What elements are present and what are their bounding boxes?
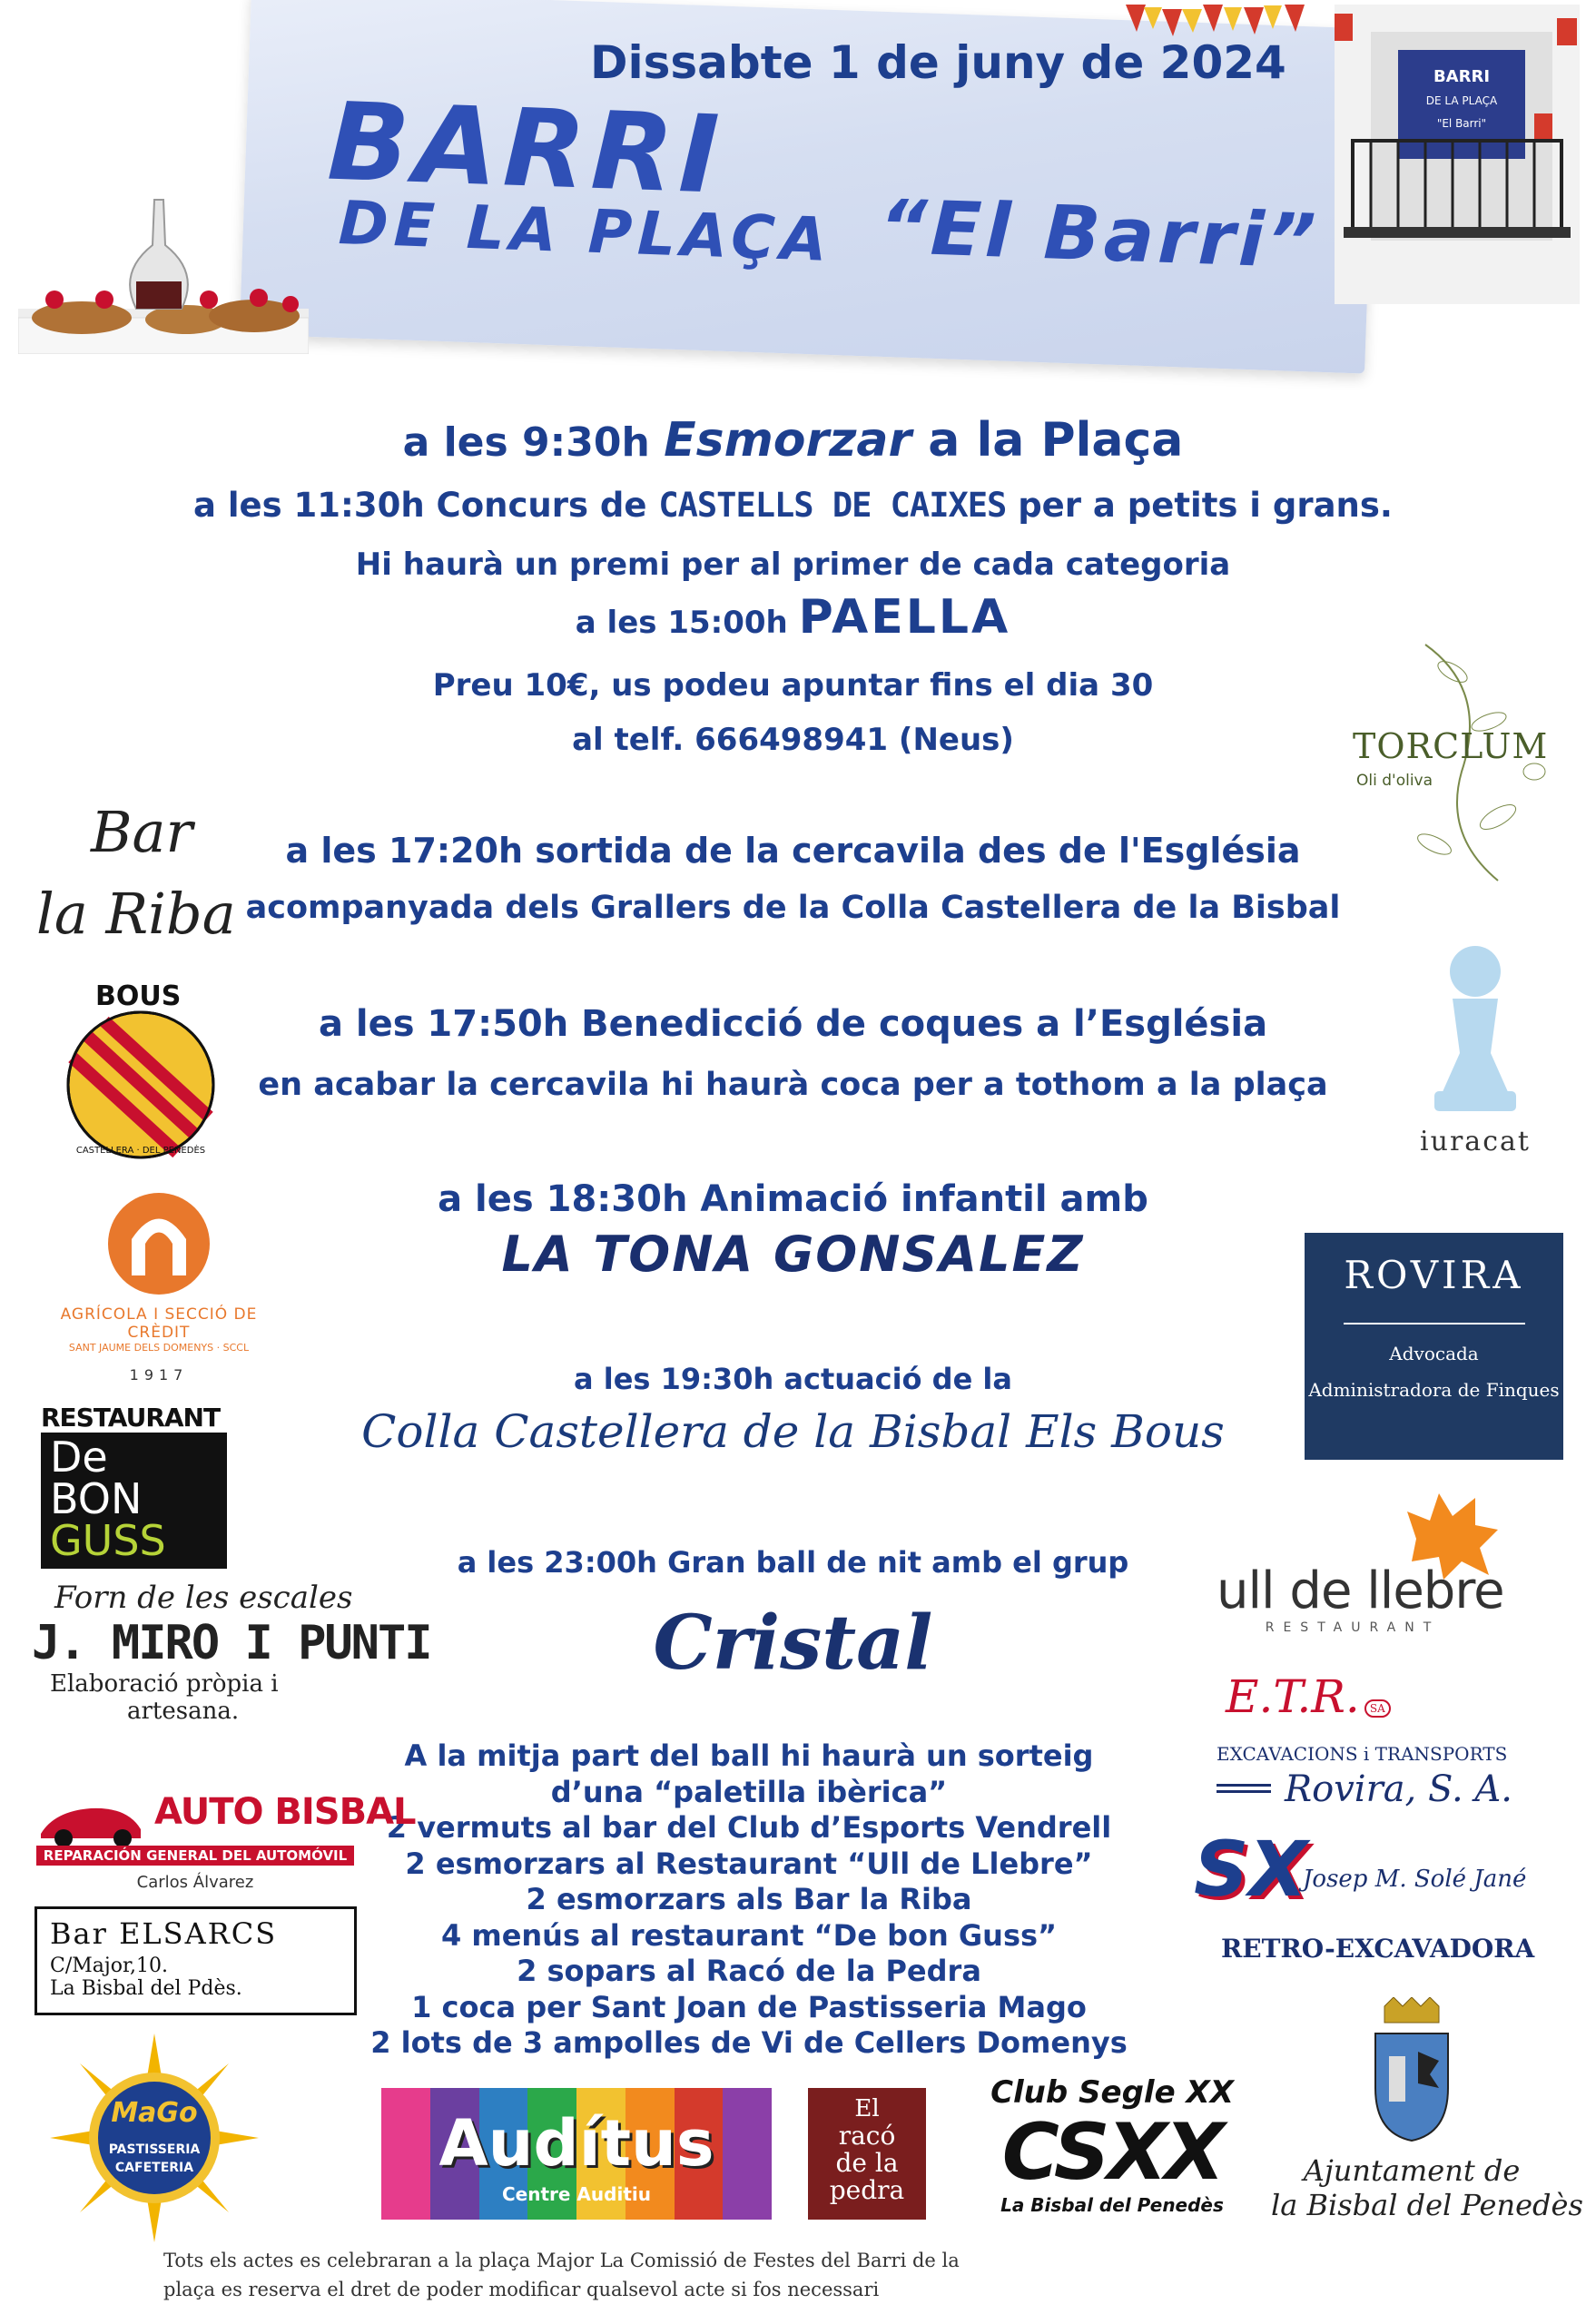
castellers-time-line: a les 19:30h actuació de la	[574, 1362, 1012, 1396]
contest-suffix: per a petits i grans.	[1006, 486, 1393, 525]
breakfast-title: Esmorzar	[664, 413, 912, 468]
iuracat-title: iuracat	[1420, 1126, 1531, 1157]
breakfast-table-photo	[18, 172, 309, 354]
rovira-title: ROVIRA	[1344, 1253, 1524, 1297]
paella-title: PAELLA	[798, 590, 1011, 645]
retro-label: RETRO-EXCAVADORA	[1221, 1934, 1535, 1964]
ball-time-line: a les 23:00h Gran ball de nit amb el grup	[457, 1545, 1129, 1580]
paella-prefix: a les 15:00h	[575, 605, 799, 641]
breakfast-suffix: a la Plaça	[911, 413, 1184, 468]
banner-line-3: “El Barri”	[877, 183, 1321, 286]
footer-note-1: Tots els actes es celebraran a la plaça Major La Comissió de Festes del Barri de la	[163, 2250, 960, 2271]
sole-name: Josep M. Solé Jané	[1303, 1866, 1527, 1893]
excavacions-title: EXCAVACIONS i TRANSPORTS	[1217, 1743, 1508, 1765]
rovira-sub-1: Advocada	[1389, 1343, 1479, 1364]
bar-elsarcs-logo	[34, 1906, 357, 2015]
castellers-name-line: Colla Castellera de la Bisbal Els Bous	[361, 1405, 1225, 1458]
mago-title: MaGo	[111, 2097, 198, 2129]
phone-line: al telf. 666498941 (Neus)	[572, 722, 1014, 758]
de-bon-guss-guss: GUSS	[50, 1516, 166, 1565]
etr-title: E.T.R.	[1226, 1670, 1360, 1723]
forn-title: Forn de les escales	[54, 1580, 353, 1616]
cercavila-line-2: acompanyada dels Grallers de la Colla Castellera de la Bisbal	[245, 890, 1341, 926]
raffle-item: 2 vermuts al bar del Club d’Esports Vendrell	[386, 1810, 1112, 1845]
contest-line	[0, 486, 1586, 525]
mago-logo	[50, 2034, 259, 2242]
balcony-photo	[1335, 5, 1580, 304]
restaurant-label: RESTAURANT	[41, 1403, 221, 1433]
auditus-subtitle: Centre Auditiu	[502, 2183, 651, 2205]
elsarcs-title: Bar ELSARCS	[50, 1916, 278, 1951]
elsarcs-address: C/Major,10.	[50, 1955, 169, 1977]
event-date: Dissabte 1 de juny de 2024	[590, 36, 1286, 89]
agricola-title: AGRÍCOLA I SECCIÓ DE CRÈDIT	[60, 1305, 258, 1342]
auto-bisbal-owner: Carlos Álvarez	[136, 1873, 254, 1892]
auditus-title: Audítus	[438, 2106, 714, 2181]
agricola-year: 1917	[129, 1366, 189, 1384]
de-bon-guss-logo	[41, 1403, 227, 1571]
breakfast-prefix: a les 9:30h	[402, 419, 665, 466]
forn-name: J. MIRO I PUNTI	[32, 1616, 431, 1670]
auto-bisbal-subtitle: REPARACIÓN GENERAL DEL AUTOMÓVIL	[36, 1846, 354, 1866]
forn-desc-2: artesana.	[127, 1698, 240, 1725]
csxx-logo	[976, 2074, 1248, 2238]
ajuntament-line-1: Ajuntament de	[1303, 2153, 1521, 2188]
svg-text:"El Barri": "El Barri"	[1436, 117, 1487, 130]
raco-line-3: de la	[835, 2148, 899, 2178]
torclum-title: TORCLUM	[1353, 726, 1549, 766]
bous-logo	[50, 980, 231, 1162]
contest-prefix: a les 11:30h Concurs de	[193, 486, 659, 525]
raffle-item: d’una “paletilla ibèrica”	[550, 1774, 948, 1809]
footer-note-2: plaça es reserva el dret de poder modificar qualsevol acte si fos necessari	[163, 2279, 880, 2300]
cercavila-line-1: a les 17:20h sortida de la cercavila des de l'Església	[285, 831, 1301, 871]
auto-bisbal-title: AUTO BISBAL	[154, 1791, 416, 1833]
svg-text:DE LA PLAÇA: DE LA PLAÇA	[1425, 94, 1498, 107]
ajuntament-logo	[1271, 1997, 1583, 2251]
etr-sa: SA	[1364, 1699, 1391, 1718]
contest-title: CASTELLS DE CAIXES	[658, 486, 1007, 525]
raco-pedra-logo	[808, 2088, 926, 2220]
raco-line-2: racó	[838, 2121, 896, 2151]
excavacions-rovira-logo	[1217, 1743, 1561, 1816]
de-bon-guss-de: De	[50, 1433, 108, 1482]
de-bon-guss-bon: BON	[50, 1474, 143, 1523]
raffle-item: 2 esmorzars al Restaurant “Ull de Llebre”	[405, 1846, 1093, 1881]
banner-line-2: DE LA PLAÇA	[337, 188, 834, 275]
raffle-list	[363, 1738, 1135, 2062]
auditus-logo	[381, 2088, 772, 2220]
elsarcs-town: La Bisbal del Pdès.	[50, 1977, 242, 2000]
excavacions-name: Rovira, S. A.	[1285, 1768, 1512, 1810]
ull-title: ull de llebre	[1217, 1561, 1504, 1620]
raffle-item: 2 lots de 3 ampolles de Vi de Cellers Domenys	[370, 2025, 1128, 2060]
rovira-logo	[1305, 1233, 1563, 1460]
prize-line: Hi haurà un premi per al primer de cada categoria	[355, 547, 1231, 583]
agricola-logo	[27, 1189, 291, 1384]
csxx-club: Club Segle XX	[990, 2074, 1234, 2111]
ull-de-llebre-logo	[1180, 1484, 1507, 1648]
bous-ring-text: CASTELLERA · DEL PENEDÈS	[75, 1146, 206, 1156]
mago-sub-2: CAFETERIA	[114, 2161, 194, 2175]
mago-sub-1: PASTISSERIA	[108, 2142, 201, 2157]
bunting-flags	[1126, 0, 1335, 54]
rovira-sub-2: Administradora de Finques	[1308, 1379, 1560, 1401]
csxx-title: CSXX	[1001, 2107, 1223, 2198]
bar-la-riba-logo	[36, 799, 236, 953]
ajuntament-line-2: la Bisbal del Penedès	[1271, 2188, 1583, 2222]
raffle-item: 2 esmorzars als Bar la Riba	[526, 1882, 972, 1916]
tona-line: LA TONA GONSALEZ	[501, 1226, 1085, 1283]
blessing-line: a les 17:50h Benedicció de coques a l’Església	[318, 1003, 1268, 1045]
svg-text:BARRI: BARRI	[1433, 67, 1491, 86]
torclum-logo	[1353, 635, 1561, 890]
iuracat-logo	[1403, 935, 1548, 1180]
torclum-subtitle: Oli d'oliva	[1356, 772, 1433, 790]
forn-desc-1: Elaboració pròpia i	[50, 1670, 279, 1698]
forn-escales-logo	[32, 1580, 431, 1761]
sx-sole-jane-logo	[1194, 1825, 1557, 1970]
price-line: Preu 10€, us podeu apuntar fins el dia 30	[432, 667, 1154, 704]
raffle-item: 4 menús al restaurant “De bon Guss”	[440, 1917, 1058, 1953]
auto-bisbal-logo	[36, 1784, 416, 1893]
band-name: Cristal	[653, 1600, 933, 1687]
coca-line: en acabar la cercavila hi haurà coca per a tothom a la plaça	[258, 1067, 1328, 1103]
raffle-item: 2 sopars al Racó de la Pedra	[517, 1954, 981, 1988]
breakfast-line	[0, 413, 1586, 468]
raffle-item: A la mitja part del ball hi haurà un sorteig	[404, 1738, 1094, 1773]
banner-line-1: BARRI	[325, 78, 727, 218]
animation-line: a les 18:30h Animació infantil amb	[438, 1178, 1148, 1220]
ull-subtitle: RESTAURANT	[1265, 1620, 1441, 1635]
raco-line-4: pedra	[829, 2175, 905, 2205]
agricola-subtitle: SANT JAUME DELS DOMENYS · SCCL	[68, 1342, 250, 1354]
paella-line	[0, 590, 1586, 645]
raco-line-1: El	[854, 2095, 880, 2122]
sx-mark: SX	[1194, 1825, 1308, 1914]
bar-la-riba-text-2: la Riba	[36, 881, 236, 947]
raffle-item: 1 coca per Sant Joan de Pastisseria Mago	[411, 1989, 1087, 2024]
etr-logo	[1226, 1670, 1407, 1725]
csxx-town: La Bisbal del Penedès	[1000, 2194, 1224, 2216]
bous-title: BOUS	[95, 980, 182, 1012]
bar-la-riba-text-1: Bar	[91, 799, 193, 865]
